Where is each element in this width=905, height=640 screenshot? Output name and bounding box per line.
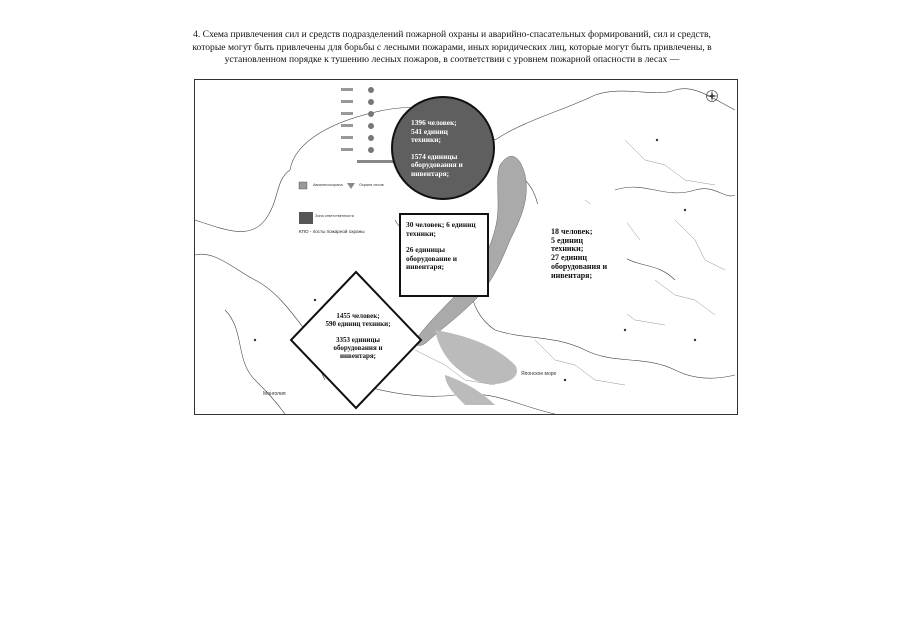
zone-white xyxy=(525,204,627,318)
zone-circle xyxy=(391,96,495,200)
zone-diamond-text xyxy=(323,312,393,360)
fire-forces-map xyxy=(194,79,738,415)
zone-diamond-equipment: 3353 единицы оборудования и инвентаря; xyxy=(333,336,383,360)
figure-caption: 4. Схема привлечения сил и средств подразделений пожарной охраны и аварийно-спасательных формирований, сил и средств, которые могут быть привлечены для борьбы с лесными пожарами, иных юридических лиц, которые могут быть привлечены, в установленном порядке к тушению лесных пожаров, в соответствии с уровнем пожарной опасности в лесах — xyxy=(192,29,712,66)
zone-circle-equipment: 1574 единицы оборудования и инвентаря; xyxy=(411,151,463,178)
zone-white-equipment: 27 единиц оборудования и инвентаря; xyxy=(551,253,608,280)
zone-circle-vehicles: 541 единиц техники; xyxy=(411,126,448,145)
legend-item-3: Зона ответственности xyxy=(315,214,354,218)
zone-square-equipment: 26 единицы оборудование и инвентаря; xyxy=(406,245,458,272)
map-label-country: Монголия xyxy=(263,391,286,397)
zone-white-vehicles: 5 единиц техники; xyxy=(551,235,584,254)
zone-diamond-vehicles: 590 единиц техники; xyxy=(325,320,391,328)
legend-note: КПО - посты пожарной охраны xyxy=(299,229,365,234)
map-label-sea: Японское море xyxy=(521,371,557,377)
legend-item-1: Авиалесоохрана xyxy=(313,183,343,187)
compass-rose-icon xyxy=(705,89,719,103)
zone-diamond xyxy=(289,270,423,410)
zone-circle-people: 1396 человек; xyxy=(411,118,457,127)
legend-item-2: Охрана лесов xyxy=(359,183,384,187)
zone-diamond-people: 1455 человек; xyxy=(336,312,380,320)
zone-square-people: 30 человек; 6 единиц техники; xyxy=(406,220,476,238)
zone-white-people: 18 человек; xyxy=(551,227,593,236)
